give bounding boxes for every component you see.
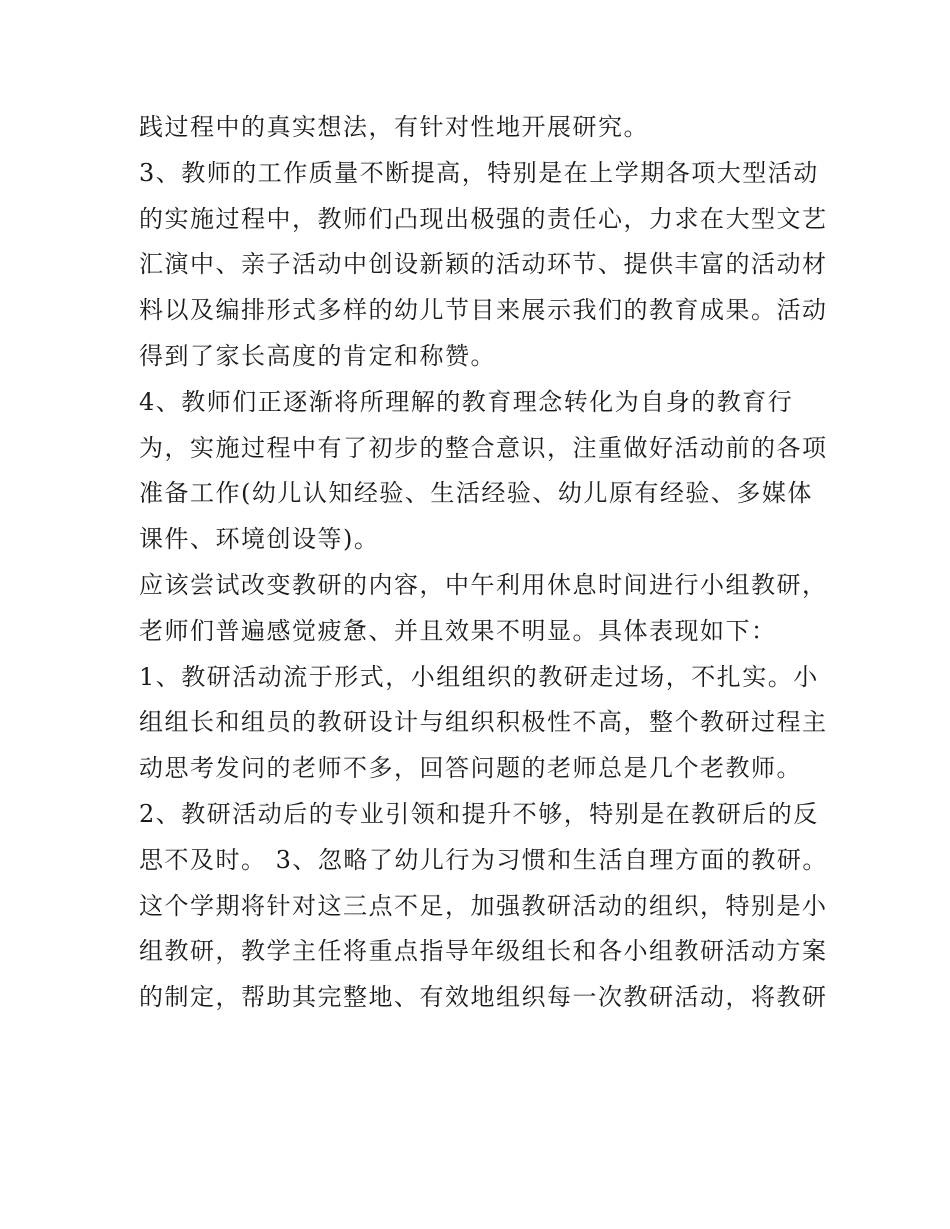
text-line: 的制定，帮助其完整地、有效地组织每一次教研活动，将教研 [139, 983, 828, 1012]
text-line: 为，实施过程中有了初步的整合意识，注重做好活动前的各项 [139, 433, 828, 462]
text-line: 准备工作(幼儿认知经验、生活经验、幼儿原有经验、多媒体 [139, 479, 813, 508]
text-line: 组教研，教学主任将重点指导年级组长和各小组教研活动方案 [139, 937, 828, 966]
text-line: 4、教师们正逐渐将所理解的教育理念转化为自身的教育行 [139, 387, 794, 416]
text-line: 课件、环境创设等)。 [139, 525, 380, 554]
text-line: 得到了家长高度的肯定和称赞。 [139, 341, 496, 370]
text-line: 动思考发问的老师不多，回答问题的老师总是几个老教师。 [139, 754, 802, 783]
text-line: 老师们普遍感觉疲惫、并且效果不明显。具体表现如下： [139, 616, 777, 645]
text-line: 3、教师的工作质量不断提高，特别是在上学期各项大型活动 [139, 158, 819, 187]
text-line: 应该尝试改变教研的内容，中午利用休息时间进行小组教研， [139, 570, 828, 599]
text-line: 的实施过程中，教师们凸现出极强的责任心，力求在大型文艺 [139, 204, 828, 233]
text-line: 思不及时。 3、忽略了幼儿行为习惯和生活自理方面的教研。 [139, 845, 828, 874]
text-line: 组组长和组员的教研设计与组织积极性不高，整个教研过程主 [139, 708, 828, 737]
text-line: 2、教研活动后的专业引领和提升不够，特别是在教研后的反 [139, 799, 819, 828]
text-line: 料以及编排形式多样的幼儿节目来展示我们的教育成果。活动 [139, 296, 828, 325]
text-line: 汇演中、亲子活动中创设新颖的活动环节、提供丰富的活动材 [139, 250, 828, 279]
text-line: 践过程中的真实想法，有针对性地开展研究。 [139, 113, 649, 141]
document-body [139, 105, 828, 1021]
text-line: 这个学期将针对这三点不足，加强教研活动的组织，特别是小 [139, 891, 828, 920]
text-line: 1、教研活动流于形式，小组组织的教研走过场，不扎实。小 [139, 662, 819, 691]
